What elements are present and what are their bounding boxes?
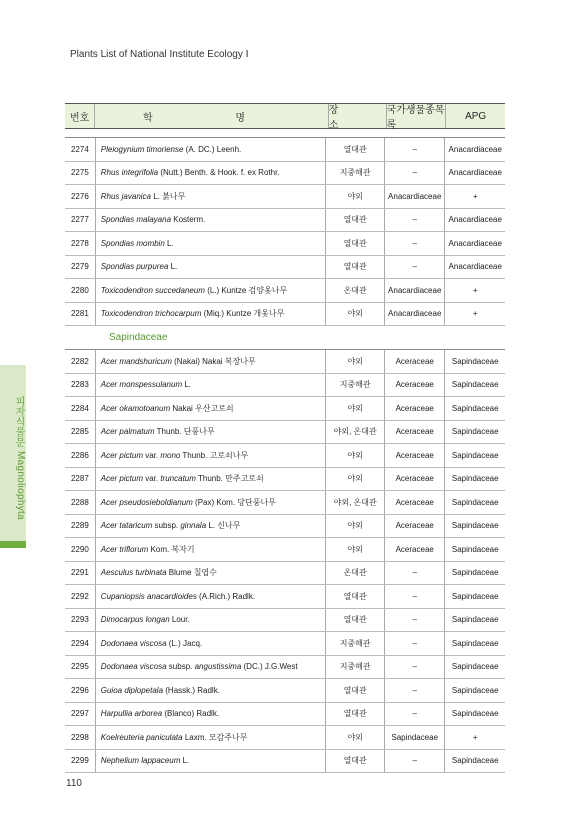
cell-national-list: Aceraceae: [384, 444, 445, 467]
cell-location: 야외: [325, 468, 384, 491]
cell-number: 2289: [70, 521, 89, 531]
cell-national-list: Aceraceae: [384, 515, 445, 538]
cell-number: 2274: [70, 144, 89, 154]
cell-scientific-name: [95, 609, 326, 632]
name-italic-part: Spondias purpurea: [100, 262, 169, 272]
cell-number: 2281: [70, 309, 89, 319]
name-plain-part: subsp.: [152, 521, 181, 531]
scientific-name-text: [101, 473, 264, 484]
cell-location: 지중해관: [325, 656, 384, 679]
table-row: [65, 279, 505, 303]
table-row: [65, 585, 505, 609]
scientific-name-text: [101, 520, 241, 531]
cell-national-list: Aceraceae: [384, 374, 445, 397]
header-name: 학 명: [94, 104, 327, 128]
cell-national-list: Aceraceae: [384, 421, 445, 444]
name-plain-part: (Miq.) Kuntze 개옻나무: [201, 309, 285, 319]
cell-national-list: –: [384, 703, 445, 726]
scientific-name-text: [101, 615, 190, 624]
name-italic-part: Acer okamotoanum: [100, 403, 171, 413]
cell-number: 2295: [70, 662, 89, 672]
name-plain-part: (A. DC.) Leenh.: [183, 144, 242, 154]
name-plain-part: Kosterm.: [171, 215, 206, 225]
name-plain-part: Blume 칠엽수: [166, 568, 217, 578]
cell-national-list: –: [384, 209, 445, 232]
cell-number: 2286: [70, 450, 89, 460]
cell-scientific-name: [95, 209, 326, 232]
name-italic-part: Rhus javanica: [100, 191, 151, 201]
table-row: [65, 656, 505, 680]
name-italic-part: Acer pictum: [100, 450, 143, 460]
scientific-name-text: [101, 450, 248, 461]
name-plain-part: L. 신나무: [206, 521, 241, 531]
name-plain-part: L. 붉나무: [151, 191, 186, 201]
cell-national-list: Aceraceae: [384, 491, 445, 514]
name-plain-part: Kom. 복자기: [148, 544, 195, 554]
cell-apg: +: [444, 185, 505, 208]
table-row: [65, 468, 505, 492]
name-italic-part: Rhus integrifolia: [100, 168, 159, 178]
cell-location: 온대관: [325, 279, 384, 302]
name-italic-part: Harpullia arborea: [100, 709, 163, 719]
cell-apg: Sapindaceae: [444, 703, 505, 726]
cell-number: 2287: [70, 474, 89, 484]
table-row: [65, 444, 505, 468]
name-italic-part: Acer monspessulanum: [100, 380, 183, 390]
cell-scientific-name: [95, 726, 326, 749]
cell-location: 열대관: [325, 138, 384, 161]
cell-number: 2290: [70, 544, 89, 554]
name-italic-part: Pleiogynium timoriense: [100, 144, 184, 154]
cell-scientific-name: [95, 374, 326, 397]
page-number: 110: [66, 778, 82, 789]
cell-number: 2282: [70, 356, 89, 366]
name-italic-part: Dodonaea viscosa: [100, 638, 167, 648]
scientific-name-text: [101, 592, 255, 601]
cell-location: 야외: [325, 397, 384, 420]
cell-apg: Anacardiaceae: [444, 209, 505, 232]
cell-scientific-name: [95, 656, 326, 679]
cell-scientific-name: [95, 679, 326, 702]
cell-national-list: –: [384, 609, 445, 632]
name-plain-part: (Pax) Kom. 당단풍나무: [192, 497, 276, 507]
header-no: 번호: [70, 112, 90, 124]
cell-scientific-name: [95, 303, 326, 326]
name-plain-part: (L.) Jacq.: [166, 638, 203, 648]
table-row: [65, 679, 505, 703]
name-italic-part: Acer pseudosieboldianum: [100, 497, 193, 507]
cell-location: 열대관: [325, 750, 384, 773]
cell-scientific-name: [95, 515, 326, 538]
cell-location: 야외: [325, 726, 384, 749]
scientific-name-text: [101, 168, 280, 177]
cell-national-list: Anacardiaceae: [384, 185, 445, 208]
scientific-name-text: [101, 544, 195, 555]
cell-location: 야외, 온대관: [325, 491, 384, 514]
table-row: [65, 703, 505, 727]
name-plain-part: Lour.: [169, 615, 190, 625]
cell-location: 야외: [325, 350, 384, 373]
name-plain-part: Thunb. 고로쇠나무: [180, 450, 249, 460]
cell-apg: Sapindaceae: [444, 538, 505, 561]
cell-scientific-name: [95, 538, 326, 561]
cell-location: 야외, 온대관: [325, 421, 384, 444]
cell-apg: +: [444, 279, 505, 302]
cell-location: 야외: [325, 303, 384, 326]
species-table: [65, 103, 505, 773]
cell-apg: +: [444, 726, 505, 749]
cell-apg: Sapindaceae: [444, 468, 505, 491]
cell-national-list: Aceraceae: [384, 538, 445, 561]
name-italic-part: angustissima: [194, 662, 242, 672]
cell-location: 열대관: [325, 585, 384, 608]
cell-apg: Anacardiaceae: [444, 256, 505, 279]
scientific-name-text: [101, 191, 186, 202]
table-row: [65, 162, 505, 186]
cell-national-list: –: [384, 585, 445, 608]
name-plain-part: (Blanco) Radlk.: [162, 709, 220, 719]
table-row: [65, 303, 505, 327]
cell-scientific-name: [95, 350, 326, 373]
cell-location: 야외: [325, 515, 384, 538]
table-header: [65, 103, 505, 129]
cell-apg: Sapindaceae: [444, 632, 505, 655]
table-row: [65, 374, 505, 398]
name-italic-part: Dodonaea viscosa: [100, 662, 167, 672]
name-italic-part: Cupaniopsis anacardioides: [100, 591, 197, 601]
name-plain-part: L.: [180, 756, 190, 766]
scientific-name-text: [101, 403, 234, 414]
cell-location: 지중해관: [325, 374, 384, 397]
cell-apg: Sapindaceae: [444, 656, 505, 679]
cell-location: 지중해관: [325, 162, 384, 185]
cell-national-list: Sapindaceae: [384, 726, 445, 749]
table-row: [65, 515, 505, 539]
name-italic-part: Dimocarpus longan: [100, 615, 170, 625]
cell-location: 야외: [325, 538, 384, 561]
name-italic-part: Acer triflorum: [100, 544, 149, 554]
scientific-name-text: [101, 662, 298, 671]
cell-national-list: –: [384, 632, 445, 655]
cell-scientific-name: [95, 397, 326, 420]
cell-number: 2276: [70, 191, 89, 201]
cell-apg: Anacardiaceae: [444, 232, 505, 255]
cell-apg: Sapindaceae: [444, 562, 505, 585]
table-row: [65, 491, 505, 515]
cell-location: 지중해관: [325, 632, 384, 655]
cell-national-list: –: [384, 256, 445, 279]
name-italic-part: Aesculus turbinata: [100, 568, 167, 578]
scientific-name-text: [101, 709, 219, 718]
scientific-name-text: [101, 285, 287, 296]
cell-national-list: –: [384, 750, 445, 773]
cell-scientific-name: [95, 232, 326, 255]
name-plain-part: L.: [168, 262, 178, 272]
scientific-name-text: [101, 308, 285, 319]
cell-location: 열대관: [325, 209, 384, 232]
name-plain-part: Thunb. 만주고로쇠: [195, 474, 264, 484]
cell-apg: Sapindaceae: [444, 585, 505, 608]
rows-anacardiaceae: [65, 138, 505, 326]
cell-scientific-name: [95, 138, 326, 161]
name-plain-part: subsp.: [166, 662, 195, 672]
table-row: [65, 750, 505, 774]
name-italic-part: Acer palmatum: [100, 427, 155, 437]
cell-location: 열대관: [325, 609, 384, 632]
cell-apg: Sapindaceae: [444, 515, 505, 538]
family-label: Sapindaceae: [65, 326, 505, 350]
cell-scientific-name: [95, 185, 326, 208]
cell-apg: Sapindaceae: [444, 750, 505, 773]
scientific-name-text: [101, 239, 174, 248]
table-row: [65, 538, 505, 562]
scientific-name-text: [101, 732, 248, 743]
name-plain-part: Thunb. 단풍나무: [154, 427, 215, 437]
cell-location: 야외: [325, 444, 384, 467]
cell-scientific-name: [95, 444, 326, 467]
cell-apg: Sapindaceae: [444, 397, 505, 420]
cell-national-list: Aceraceae: [384, 350, 445, 373]
cell-national-list: –: [384, 162, 445, 185]
name-italic-part: Acer tataricum: [100, 521, 153, 531]
cell-national-list: –: [384, 679, 445, 702]
name-italic-part: Spondias mombin: [100, 238, 165, 248]
cell-number: 2291: [70, 568, 89, 578]
cell-scientific-name: [95, 632, 326, 655]
cell-number: 2279: [70, 262, 89, 272]
table-row: [65, 350, 505, 374]
name-plain-part: (A.Rich.) Radlk.: [196, 591, 256, 601]
cell-scientific-name: [95, 421, 326, 444]
cell-apg: Sapindaceae: [444, 679, 505, 702]
cell-national-list: –: [384, 138, 445, 161]
header-redlist: 국가생물종목록: [386, 105, 445, 131]
table-row: [65, 421, 505, 445]
name-italic-part: mono: [160, 450, 181, 460]
cell-scientific-name: [95, 562, 326, 585]
name-plain-part: L.: [182, 380, 192, 390]
cell-number: 2275: [70, 168, 89, 178]
scientific-name-text: [101, 145, 242, 154]
cell-national-list: –: [384, 562, 445, 585]
cell-national-list: Aceraceae: [384, 468, 445, 491]
scientific-name-text: [101, 497, 276, 508]
name-italic-part: truncatum: [160, 474, 196, 484]
table-row: [65, 185, 505, 209]
table-row: [65, 609, 505, 633]
table-row: [65, 138, 505, 162]
cell-apg: Anacardiaceae: [444, 162, 505, 185]
cell-apg: Anacardiaceae: [444, 138, 505, 161]
cell-number: 2299: [70, 756, 89, 766]
side-tab-korean: 피자식물문: [13, 395, 24, 448]
name-plain-part: (Hassk.) Radlk.: [163, 685, 220, 695]
cell-apg: +: [444, 303, 505, 326]
name-italic-part: ginnala: [180, 521, 207, 531]
running-head: Plants List of National Institute Ecology Ⅰ: [70, 49, 249, 60]
cell-scientific-name: [95, 468, 326, 491]
cell-location: 온대관: [325, 562, 384, 585]
cell-number: 2288: [70, 497, 89, 507]
cell-location: 열대관: [325, 679, 384, 702]
cell-location: 열대관: [325, 703, 384, 726]
cell-scientific-name: [95, 750, 326, 773]
header-apg: APG: [445, 104, 505, 128]
name-italic-part: Guioa diplopetala: [100, 685, 164, 695]
name-italic-part: Koelreuteria paniculata: [100, 732, 183, 742]
name-plain-part: L.: [164, 238, 174, 248]
cell-number: 2285: [70, 427, 89, 437]
name-plain-part: var.: [142, 474, 161, 484]
name-plain-part: (L.) Kuntze 검양옻나무: [204, 285, 288, 295]
cell-number: 2280: [70, 285, 89, 295]
scientific-name-text: [101, 262, 178, 271]
table-row: [65, 256, 505, 280]
cell-number: 2296: [70, 685, 89, 695]
table-row: [65, 232, 505, 256]
scientific-name-text: [101, 686, 220, 695]
cell-scientific-name: [95, 585, 326, 608]
name-italic-part: Nephelium lappaceum: [100, 756, 181, 766]
scientific-name-text: [101, 426, 215, 437]
side-tab-label: [0, 373, 26, 543]
cell-national-list: –: [384, 232, 445, 255]
scientific-name-text: [101, 756, 190, 765]
name-italic-part: Toxicodendron succedaneum: [100, 285, 205, 295]
cell-apg: Sapindaceae: [444, 491, 505, 514]
name-plain-part: (DC.) J.G.West: [241, 662, 298, 672]
name-plain-part: (Nutt.) Benth. & Hook. f. ex Rothr.: [158, 168, 280, 178]
cell-location: 야외: [325, 185, 384, 208]
name-italic-part: Spondias malayana: [100, 215, 172, 225]
cell-number: 2293: [70, 615, 89, 625]
cell-number: 2278: [70, 238, 89, 248]
scientific-name-text: [101, 380, 191, 389]
cell-scientific-name: [95, 256, 326, 279]
cell-number: 2298: [70, 732, 89, 742]
cell-national-list: Aceraceae: [384, 397, 445, 420]
scientific-name-text: [101, 639, 202, 648]
cell-apg: Sapindaceae: [444, 444, 505, 467]
cell-number: 2294: [70, 638, 89, 648]
cell-national-list: Anacardiaceae: [384, 279, 445, 302]
cell-location: 열대관: [325, 232, 384, 255]
cell-apg: Sapindaceae: [444, 609, 505, 632]
cell-apg: Sapindaceae: [444, 374, 505, 397]
cell-number: 2292: [70, 591, 89, 601]
name-plain-part: Nakai 우산고로쇠: [170, 403, 234, 413]
cell-number: 2297: [70, 709, 89, 719]
table-row: [65, 397, 505, 421]
cell-national-list: Anacardiaceae: [384, 303, 445, 326]
cell-scientific-name: [95, 491, 326, 514]
scientific-name-text: [101, 567, 217, 578]
cell-location: 열대관: [325, 256, 384, 279]
name-italic-part: Acer pictum: [100, 474, 143, 484]
name-italic-part: Toxicodendron trichocarpum: [100, 309, 202, 319]
cell-apg: Sapindaceae: [444, 350, 505, 373]
cell-number: 2283: [70, 380, 89, 390]
table-row: [65, 562, 505, 586]
table-row: [65, 632, 505, 656]
name-plain-part: (Nakai) Nakai 복장나무: [171, 356, 256, 366]
cell-number: 2277: [70, 215, 89, 225]
table-row: [65, 726, 505, 750]
cell-national-list: –: [384, 656, 445, 679]
name-plain-part: var.: [142, 450, 161, 460]
cell-scientific-name: [95, 703, 326, 726]
side-tab-latin: Magnoliophyta: [15, 451, 26, 521]
name-italic-part: Acer mandshuricum: [100, 356, 172, 366]
cell-scientific-name: [95, 162, 326, 185]
rows-sapindaceae: [65, 350, 505, 773]
header-location: 장 소: [328, 104, 386, 128]
cell-number: 2284: [70, 403, 89, 413]
scientific-name-text: [101, 215, 206, 224]
cell-scientific-name: [95, 279, 326, 302]
cell-apg: Sapindaceae: [444, 421, 505, 444]
scientific-name-text: [101, 356, 256, 367]
table-row: [65, 209, 505, 233]
name-plain-part: Laxm. 모감주나무: [182, 732, 248, 742]
